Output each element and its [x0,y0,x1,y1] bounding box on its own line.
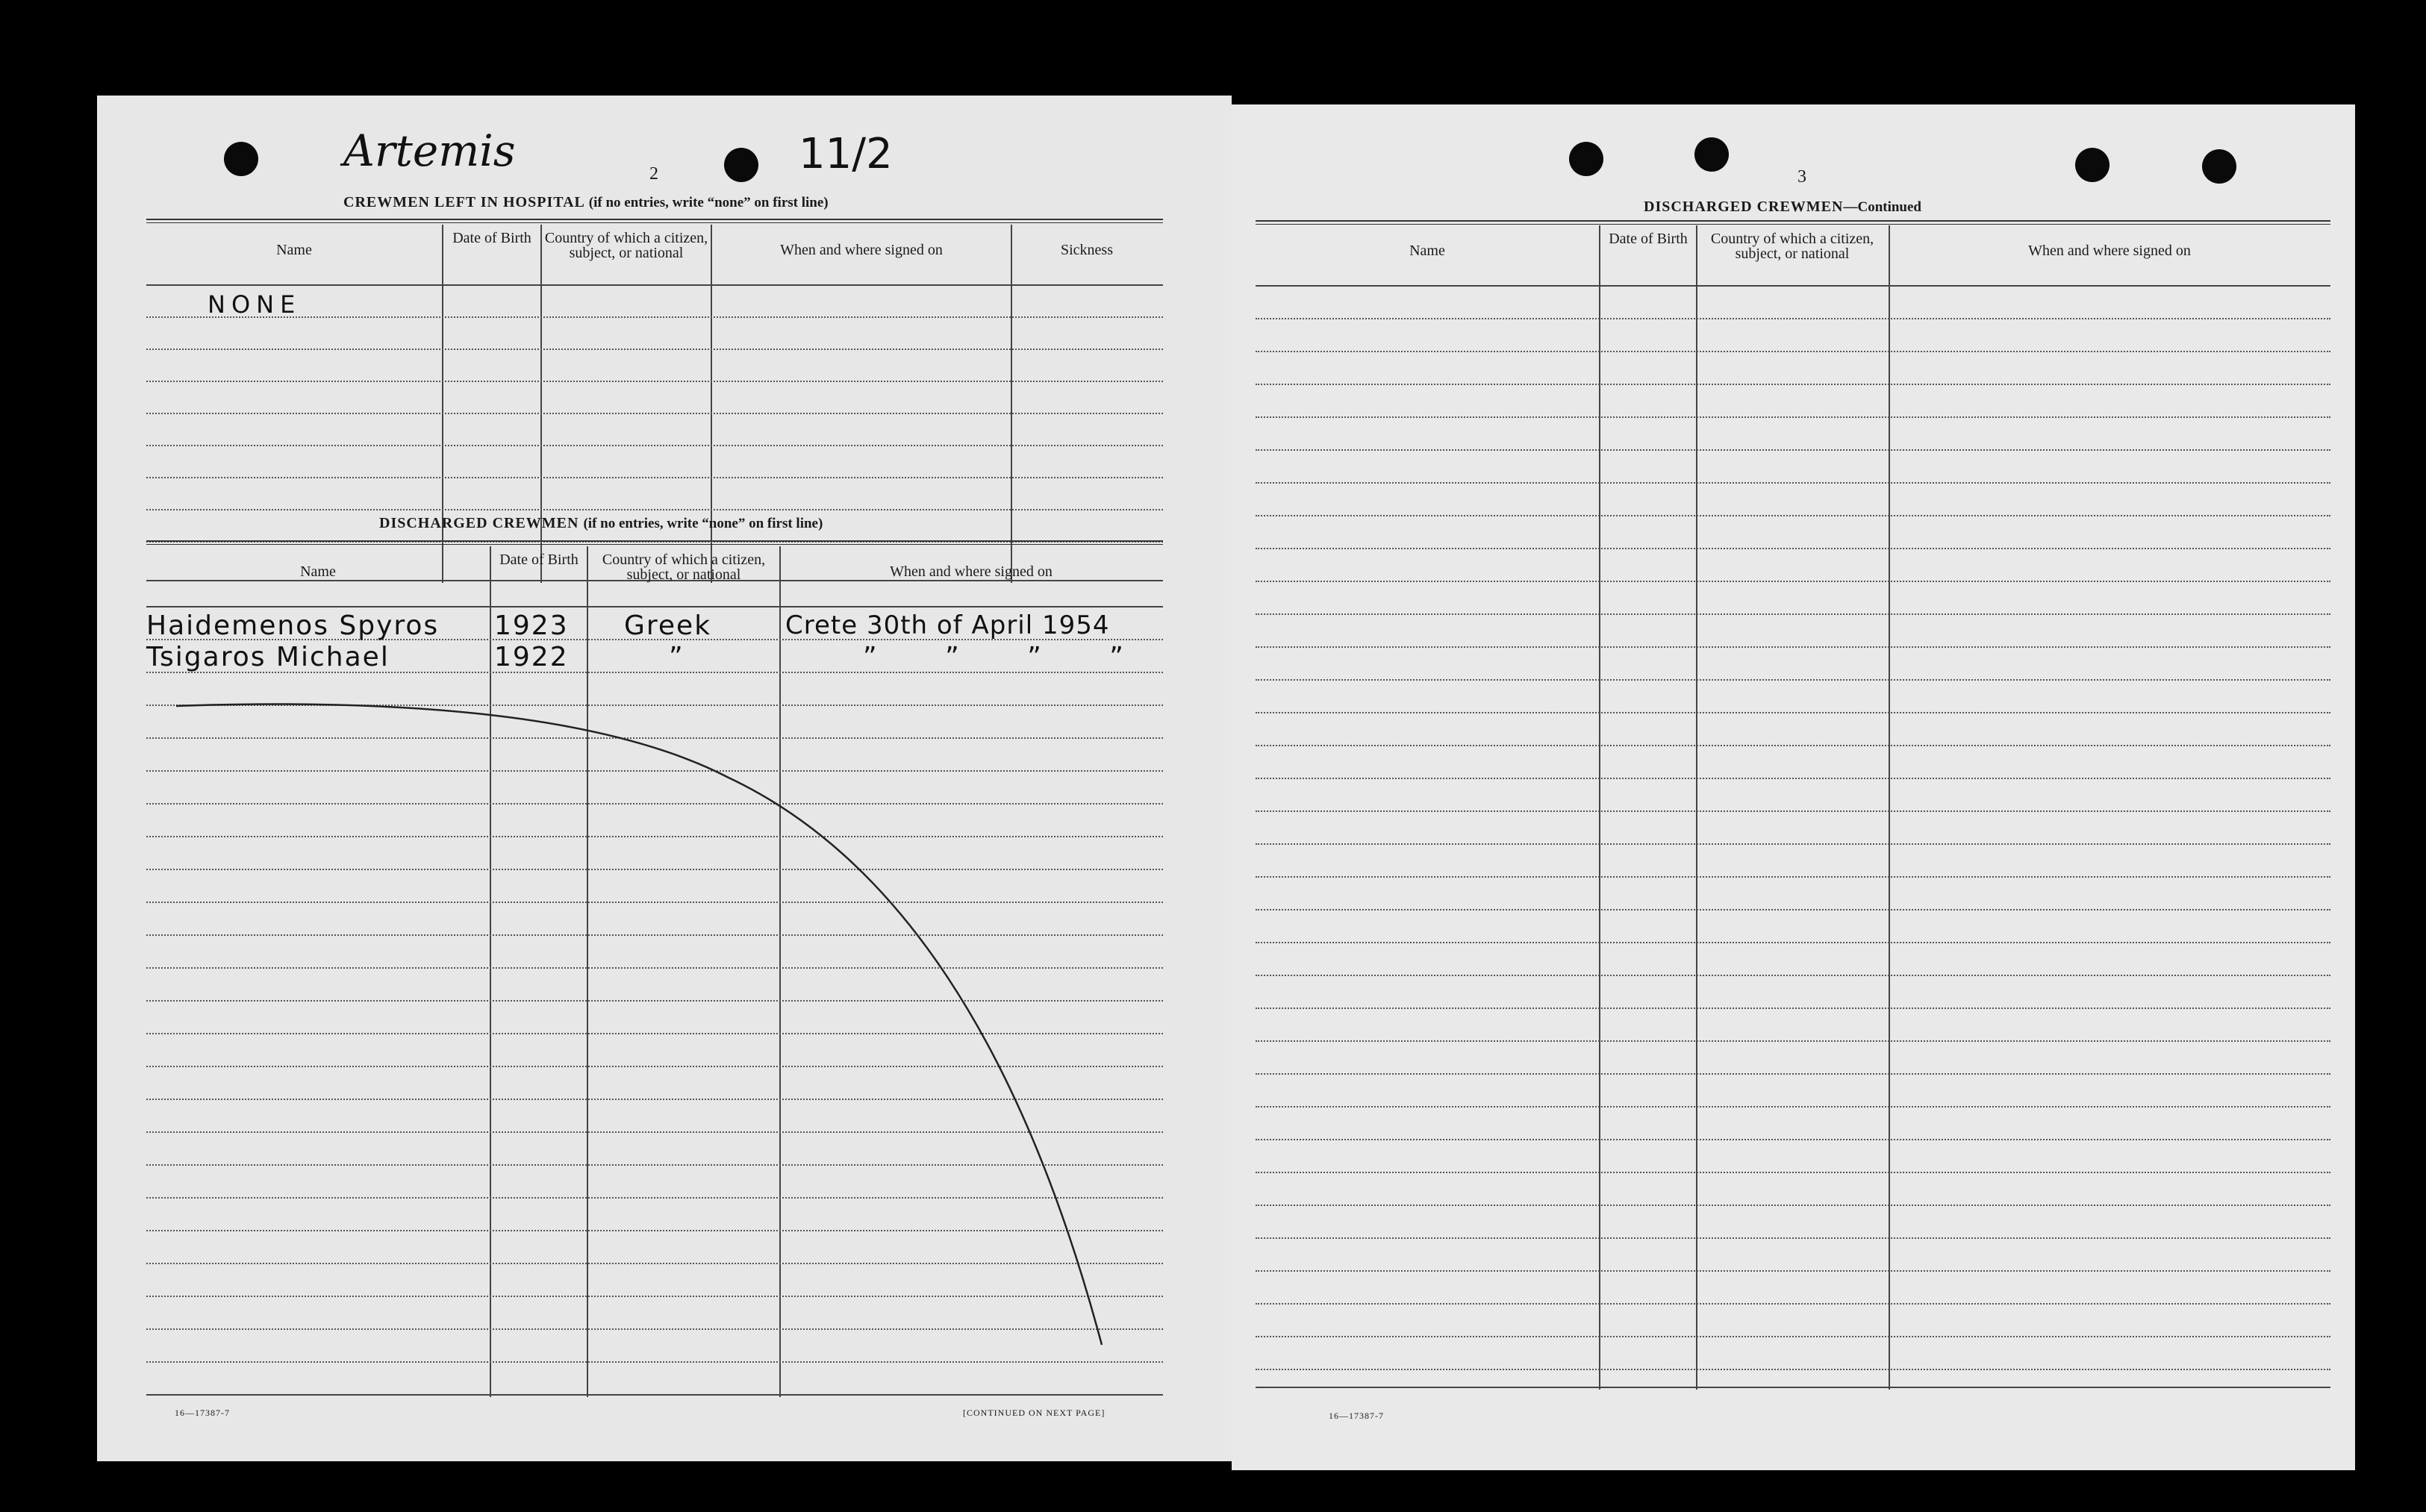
crew-birth: 1923 [494,610,569,641]
table-row [1256,384,2330,385]
table-row [1256,843,2330,845]
section-rule [146,219,1163,223]
hospital-title-subtitle: (if no entries, write “none” on first line) [588,195,829,210]
crew-name: Tsigaros Michael [146,642,390,672]
col-birth: Date of Birth [499,552,579,568]
hospital-none-entry: NONE [208,290,302,319]
table-row [1256,876,2330,878]
table-row [1256,646,2330,648]
form-number: 16—17387-7 [1329,1411,1384,1421]
crew-signed-on: Crete 30th of April 1954 [785,610,1110,640]
table-row [1256,1139,2330,1140]
punch-hole [724,148,758,182]
col-name: Name [276,242,312,258]
punch-hole [224,142,258,176]
table-row [1256,1237,2330,1239]
row-rules [1256,225,2330,1390]
col-signed-on: When and where signed on [780,242,943,258]
section-rule [1256,220,2330,225]
punch-hole [1569,142,1603,176]
crew-country: ” [669,642,685,672]
col-signed-on: When and where signed on [890,563,1053,580]
table-row [1256,1205,2330,1206]
table-bottom-rule [1256,1387,2330,1388]
punch-hole [2202,149,2236,184]
table-row [1256,975,2330,976]
punch-hole [1694,137,1729,172]
col-signed-on: When and where signed on [2028,243,2191,259]
discharged-title-subtitle: (if no entries, write “none” on first line) [583,516,823,531]
hospital-section-title [343,194,829,211]
column-divider [1011,225,1012,583]
table-row [1256,1336,2330,1337]
continued-title-text: DISCHARGED CREWMEN [1644,199,1844,215]
table-row [1256,613,2330,615]
discharged-table [146,546,1163,1397]
table-row [1256,351,2330,352]
table-row [1256,1008,2330,1009]
section-rule [146,540,1163,545]
discharged-continued-table [1256,225,2330,1390]
crew-country: Greek [624,610,712,641]
closing-line-mark [146,546,1163,1397]
table-row [1256,745,2330,746]
col-name: Name [300,563,336,580]
col-country: Country of which a citizen, subject, or national [602,552,766,583]
col-country: Country of which a citizen, subject, or national [1710,231,1874,262]
table-row [1256,548,2330,549]
col-birth: Date of Birth [1609,231,1688,247]
hospital-title-text: CREWMEN LEFT IN HOSPITAL [343,194,584,210]
crew-signed-on: ” ” ” ” [863,642,1153,672]
table-row [1256,1040,2330,1042]
table-row [1256,1172,2330,1173]
table-row [1256,449,2330,451]
table-row [146,349,1163,350]
punch-hole [2075,148,2110,182]
table-row [1256,1369,2330,1370]
discharged-continued-title [1644,199,1921,216]
col-sickness: Sickness [1061,242,1113,258]
col-birth: Date of Birth [452,230,531,246]
table-row [146,477,1163,478]
table-row [1256,778,2330,779]
handwritten-mark: 11/2 [799,130,893,178]
col-name: Name [1409,243,1445,259]
table-row [1256,679,2330,681]
table-row [1256,416,2330,418]
form-number: 16—17387-7 [175,1408,230,1418]
table-row [1256,482,2330,484]
col-country: Country of which a citizen, subject, or national [544,230,708,261]
crew-name: Haidemenos Spyros [146,610,440,641]
table-row [1256,1106,2330,1108]
left-page [97,96,1232,1461]
continued-note: [CONTINUED ON NEXT PAGE] [963,1408,1106,1418]
table-row [1256,1303,2330,1305]
table-row [1256,942,2330,943]
table-row [1256,581,2330,582]
table-row [146,445,1163,446]
table-row [1256,1073,2330,1075]
table-row [1256,1270,2330,1272]
header-rule [146,284,1163,286]
page-number: 2 [649,164,658,184]
table-row [146,509,1163,510]
page-number: 3 [1797,167,1806,187]
table-row [1256,515,2330,516]
table-row [1256,909,2330,910]
table-row [146,381,1163,382]
table-row [1256,712,2330,713]
crew-birth: 1922 [494,642,569,672]
right-page [1232,104,2355,1470]
discharged-title-text: DISCHARGED CREWMEN [379,515,579,531]
handwritten-ship-name: Artemis [343,125,516,176]
discharged-section-title [379,515,823,532]
table-row [146,413,1163,414]
continued-suffix: —Continued [1843,199,1921,215]
table-row [1256,318,2330,319]
table-row [1256,810,2330,812]
